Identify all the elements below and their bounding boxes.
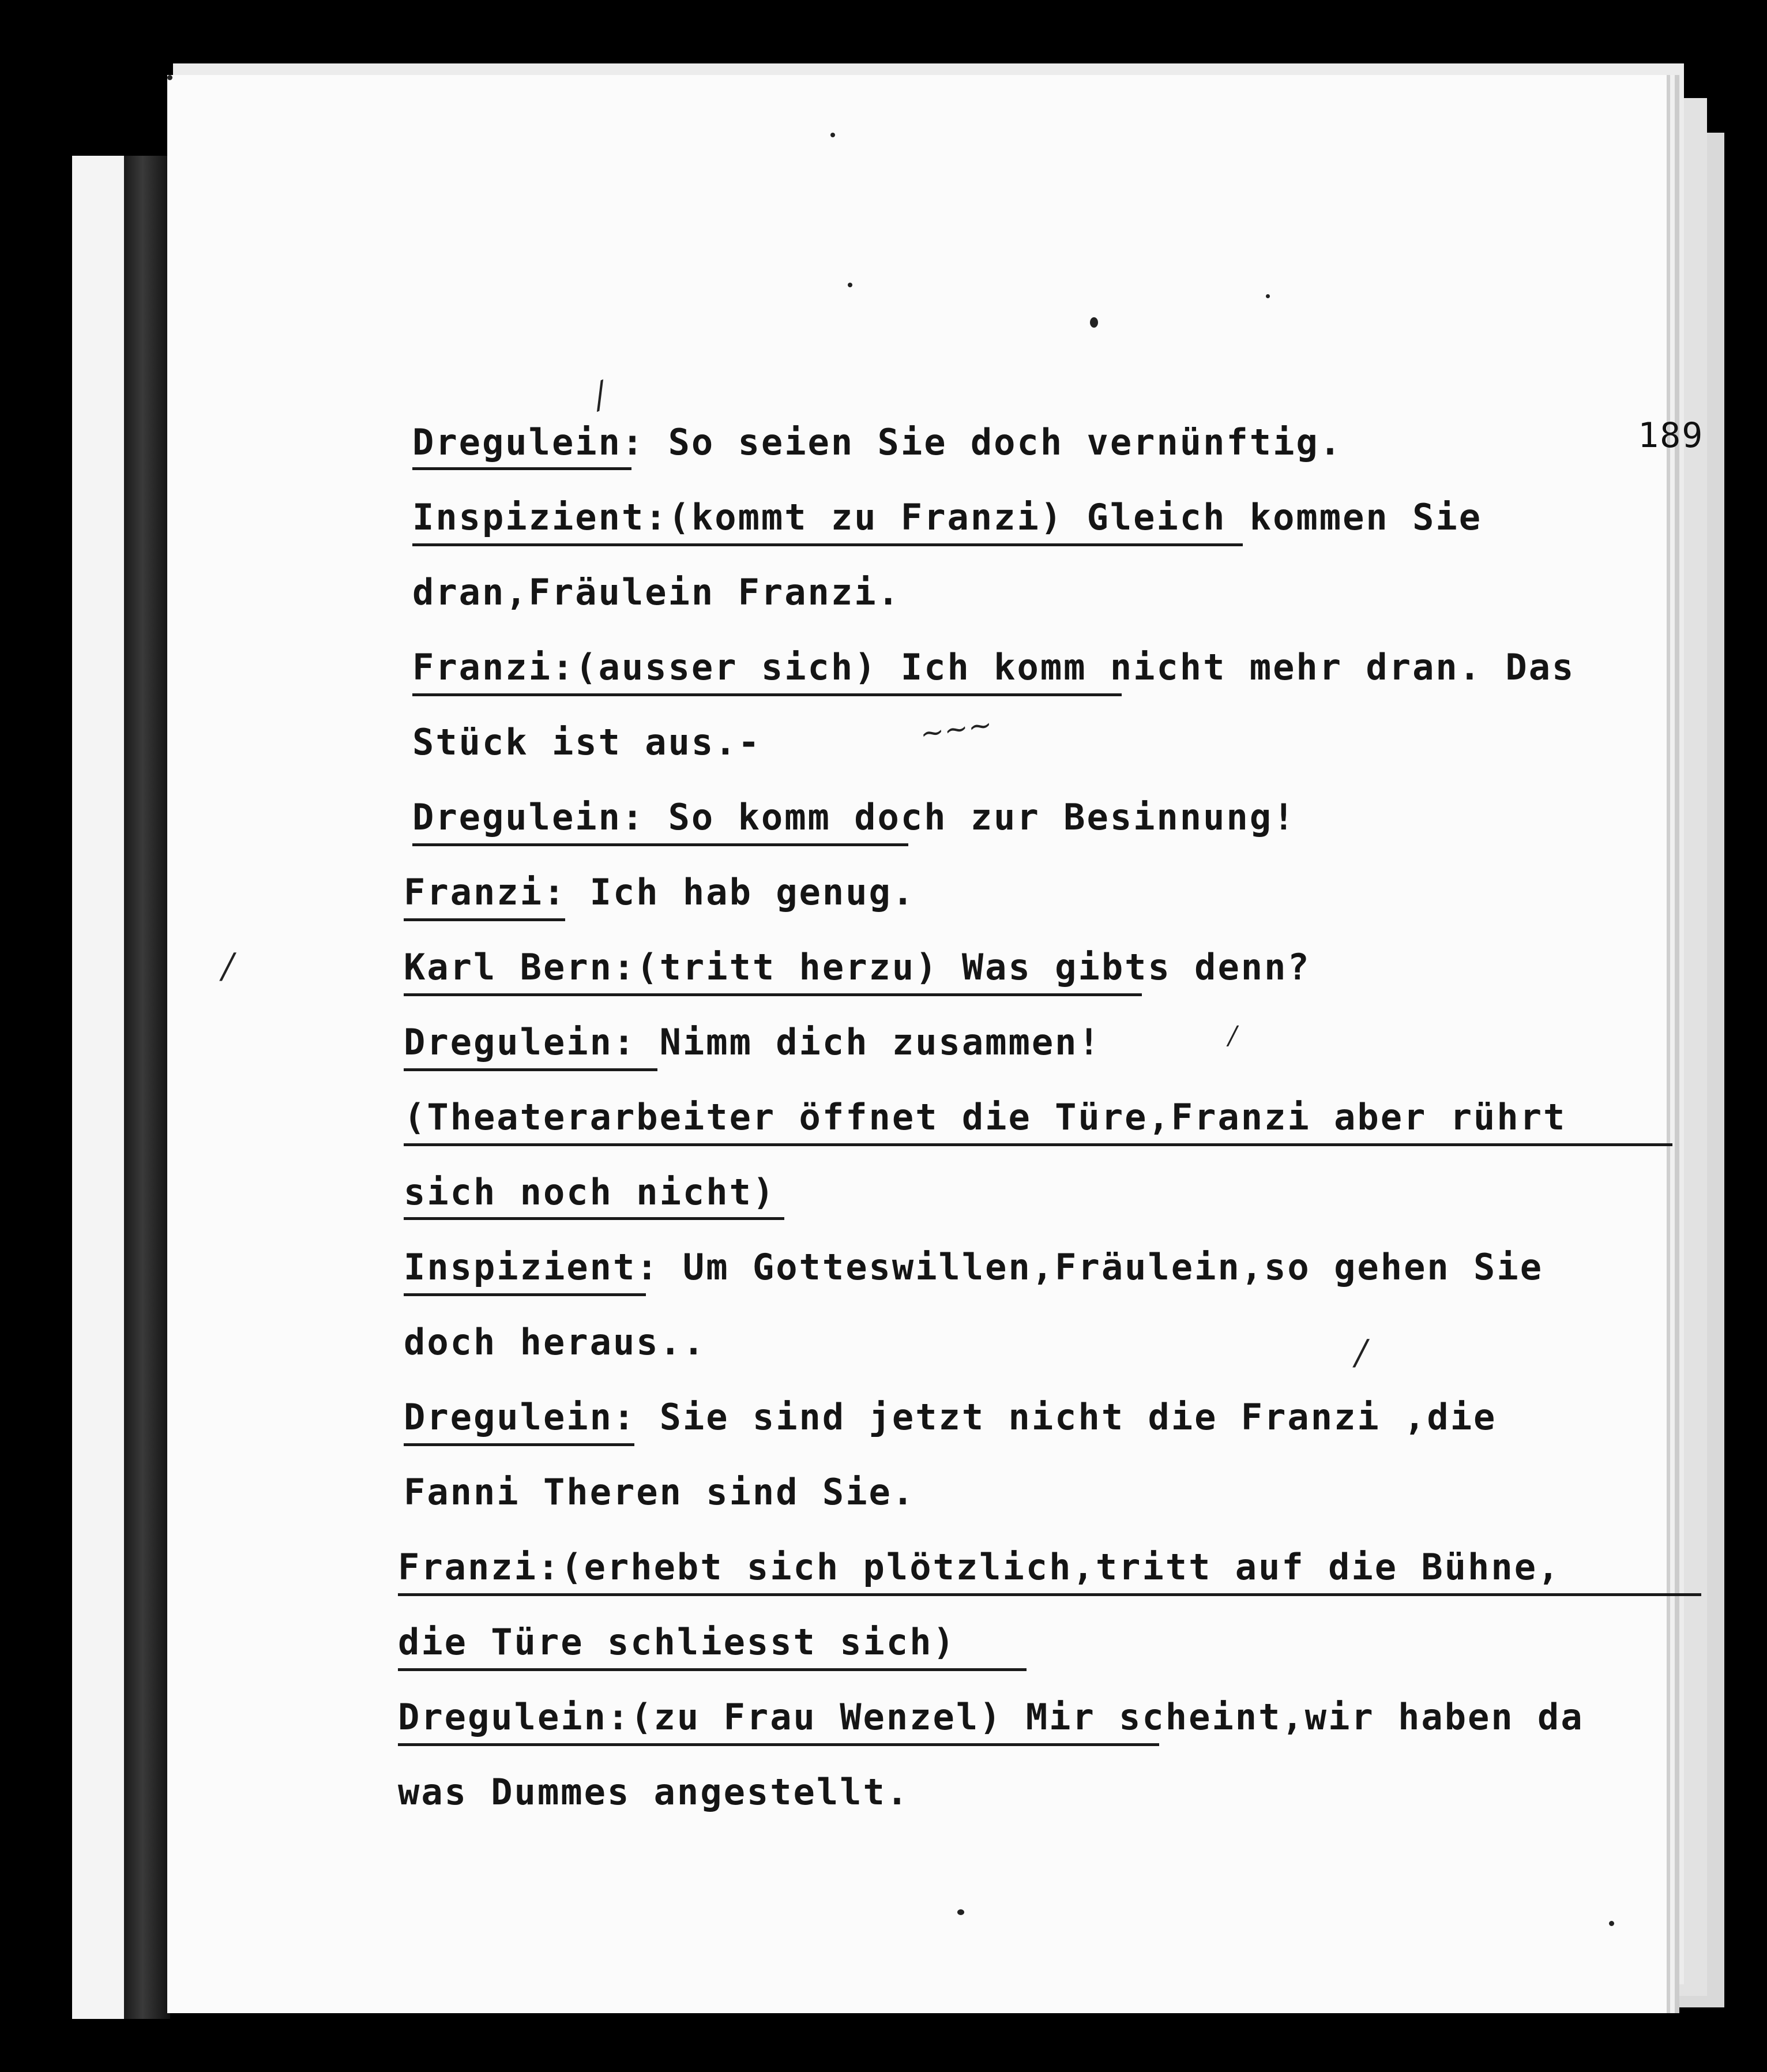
underline: [404, 918, 565, 921]
text-line: dran,Fräulein Franzi.: [412, 571, 901, 613]
speck: [848, 283, 852, 287]
margin-mark: /: [1228, 1021, 1237, 1050]
text-line: Inspizient:(kommt zu Franzi) Gleich kommen Sie: [412, 496, 1483, 538]
text-line: Franzi:(erhebt sich plötzlich,tritt auf die Bühne,: [398, 1546, 1561, 1588]
underline: [412, 543, 1243, 546]
underline: [404, 1068, 657, 1071]
text-line: Dregulein: Sie sind jetzt nicht die Franzi ,die: [404, 1396, 1497, 1438]
underline: [398, 1743, 1159, 1746]
speck: [957, 1909, 964, 1915]
underline: [398, 1668, 1027, 1671]
text-line: sich noch nicht): [404, 1171, 776, 1213]
handwritten-annotation: ~~~: [918, 707, 995, 751]
pencil-tick-mark: /: [587, 374, 612, 416]
underline: [412, 467, 631, 470]
speck: [167, 75, 172, 80]
text-line: Stück ist aus.-: [412, 721, 761, 763]
text-line: Karl Bern:(tritt herzu) Was gibts denn?: [404, 946, 1311, 988]
margin-mark: /: [222, 946, 234, 986]
speck: [1609, 1921, 1614, 1926]
underline: [412, 843, 908, 846]
underline: [404, 1143, 1672, 1146]
text-line: Franzi:(ausser sich) Ich komm nicht mehr dran. Das: [412, 646, 1576, 688]
text-line: Dregulein: So seien Sie doch vernünftig.: [412, 421, 1343, 463]
underline: [398, 1593, 1701, 1596]
text-line: Franzi: Ich hab genug.: [404, 871, 916, 913]
text-line: Inspizient: Um Gotteswillen,Fräulein,so gehen Sie: [404, 1246, 1544, 1288]
text-line: (Theaterarbeiter öffnet die Türe,Franzi aber rührt: [404, 1096, 1567, 1138]
text-line: Dregulein: So komm doch zur Besinnung!: [412, 796, 1296, 838]
text-line: Fanni Theren sind Sie.: [404, 1471, 916, 1513]
underline: [404, 1217, 784, 1220]
speck: [1266, 294, 1270, 298]
binding-strip: [72, 156, 124, 2019]
text-line: die Türe schliesst sich): [398, 1621, 956, 1663]
text-line: was Dummes angestellt.: [398, 1771, 910, 1813]
binding-shadow: [124, 156, 170, 2019]
text-line: Dregulein:(zu Frau Wenzel) Mir scheint,wir haben da: [398, 1696, 1584, 1738]
underline: [412, 693, 1122, 696]
typescript-page: [167, 75, 1704, 2013]
underline: [404, 993, 1142, 996]
text-line: doch heraus..: [404, 1321, 706, 1363]
underline: [404, 1443, 634, 1446]
speck: [830, 133, 835, 137]
text-line: Dregulein: Nimm dich zusammen!: [404, 1021, 1101, 1063]
page-number: 189: [1638, 415, 1704, 456]
underline: [404, 1293, 646, 1296]
margin-mark: /: [1355, 1332, 1367, 1373]
speck: [1090, 317, 1098, 328]
